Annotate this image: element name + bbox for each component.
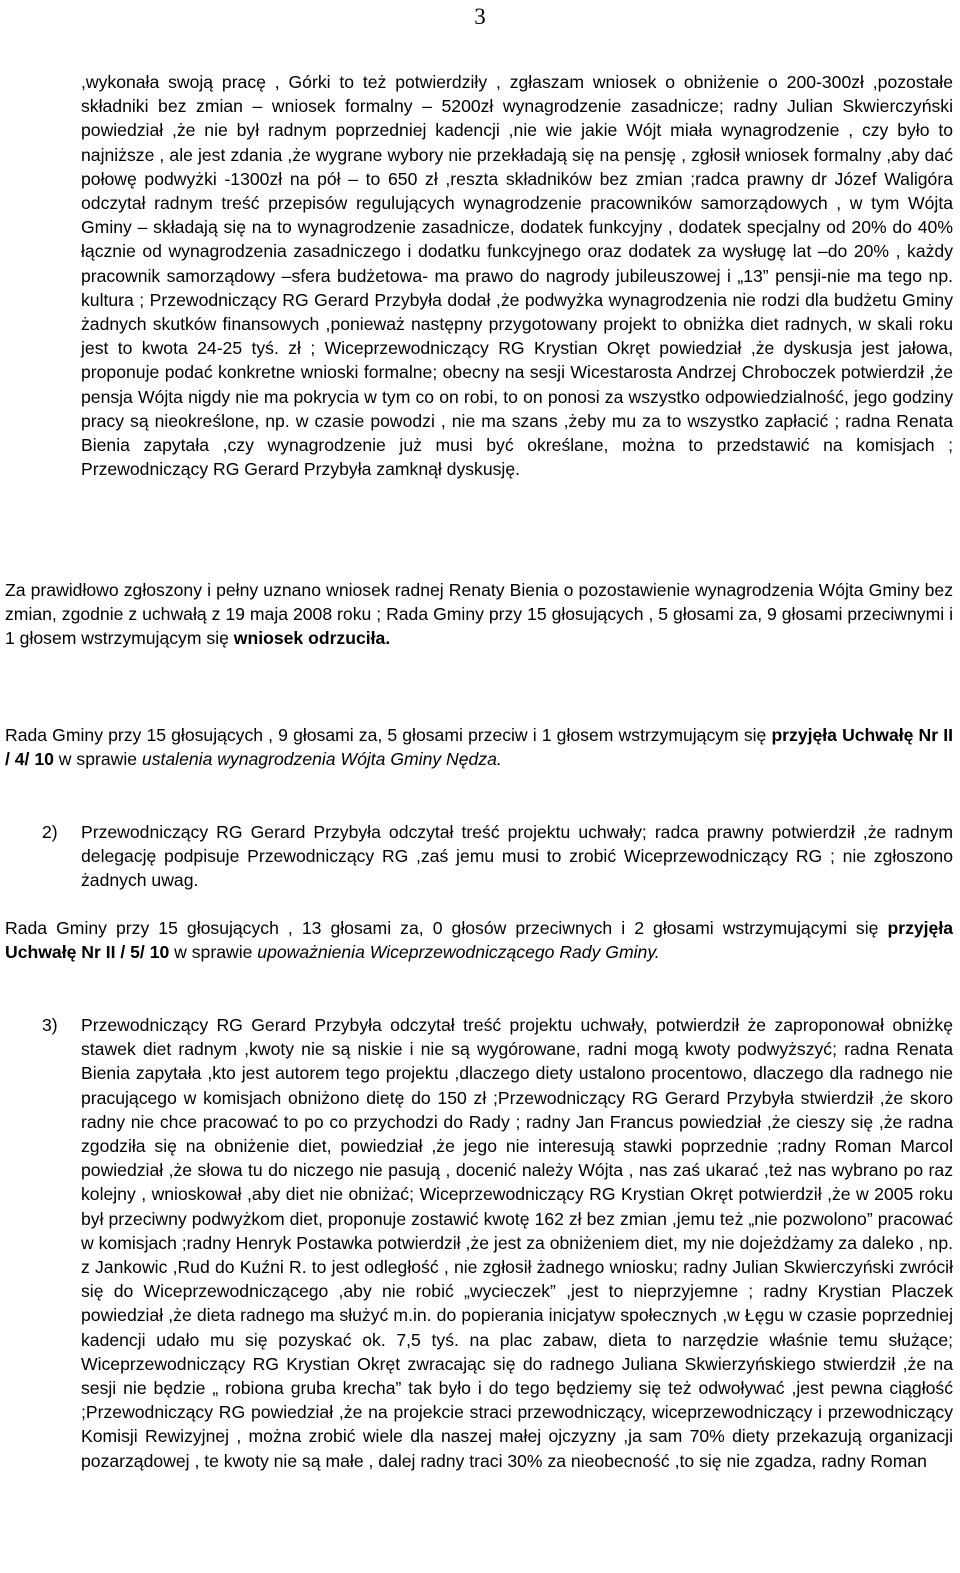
item-2-number: 2) bbox=[42, 822, 58, 842]
vote-paragraph-1 bbox=[5, 578, 953, 651]
resolution-pre: Rada Gminy przy 15 głosujących , 9 głosami za, 5 głosami przeciw i 1 głosem wstrzymującym się bbox=[5, 725, 772, 745]
vote-result: wniosek odrzuciła. bbox=[233, 628, 391, 649]
intro-paragraph: ,wykonała swoją pracę , Górki to też potwierdziły , zgłaszam wniosek o obniżenie o 200-300zł ,pozostałe składniki bez zmian – wniosek formalny – 5200zł wynagrodzenie zasadnicze; radny Julian Skwierczyński powiedział ,że nie był radnym poprzedniej kadencji ,nie wie jakie Wójt miała wynagrodzenie , czy było to najniższe , ale jest zdania ,że wygrane wybory nie przekładają się na pensję , zgłosił wniosek formalny ,aby dać połowę podwyżki -1300zł na pół – to 650 zł ,reszta składników bez zmian ;radca prawny dr Józef Waligóra odczytał radnym treść przepisów regulujących wynagrodzenie pracowników samorządowych , w tym Wójta Gminy – składają się na to wynagrodzenie zasadnicze, dodatek funkcyjny , dodatek specjalny od 20% do 40% łącznie od wynagrodzenia zasadniczego i dodatku funkcyjnego oraz dodatek za wysługę lat –do 20% , każdy pracownik samorządowy –sfera budżetowa- ma prawo do nagrody jubileuszowej i „13” pensji-nie ma tego np. kultura ; Przewodniczący RG Gerard Przybyła dodał ,że podwyżka wynagrodzenia nie rodzi dla budżetu Gminy żadnych skutków finansowych ,ponieważ następny przygotowany projekt to obniżka diet radnych, w skali roku jest to kwota 24-25 tyś. zł ; Wiceprzewodniczący RG Krystian Okręt powiedział ,że dyskusja jest jałowa, proponuje podać konkretne wnioski formalne; obecny na sesji Wicestarosta Andrzej Chroboczek potwierdził ,że pensja Wójta nigdy nie ma pokrycia w tym co on robi, to on ponosi za wszystko odpowiedzialność, jego godziny pracy są nieokreślone, np. w czasie powodzi , nie ma szans ,żeby mu za to wszystko zapłacić ; radna Renata Bienia zapytała ,czy wynagrodzenie już musi być określane, można to przedstawić na komisjach ; Przewodniczący RG Gerard Przybyła zamknął dyskusję. bbox=[81, 72, 953, 480]
resolution-pre: Rada Gminy przy 15 głosujących , 13 głosami za, 0 głosów przeciwnych i 2 głosami wstrzymującymi się bbox=[5, 918, 888, 938]
page-number: 3 bbox=[474, 4, 486, 29]
item-2-paragraph: Przewodniczący RG Gerard Przybyła odczytał treść projektu uchwały; radca prawny potwierdził ,że radnym delegację podpisuje Przewodniczący RG ,zaś jemu musi to zrobić Wiceprzewodniczący RG ; nie zgłoszono żadnych uwag. bbox=[81, 822, 953, 891]
item-3-paragraph: Przewodniczący RG Gerard Przybyła odczytał treść projektu uchwały, potwierdził że zaproponował obniżkę stawek diet radnym ,kwoty nie są niskie i nie są wygórowane, radni mogą kwoty podwyższyć; radna Renata Bienia zapytała ,kto jest autorem tego projektu ,dlaczego diety ustalono procentowo, dlaczego dla radnego nie pracującego w komisjach obniżono dietę do 150 zł ;Przewodniczący RG Gerard Przybyła stwierdził ,że skoro radny nie chce pracować to po co przychodzi do Rady ; radny Jan Francus powiedział ,że cieszy się ,że radna zgodziła się na obniżenie diet, powiedział ,że jego nie interesują stawki poprzednie ;radny Roman Marcol powiedział ,że słowa tu do niczego nie pasują , docenić należy Wójta , nas zaś ukarać ,też nas wybrano po raz kolejny , wnioskował ,aby diet nie obniżać; Wiceprzewodniczący RG Krystian Okręt potwierdził ,że w 2005 roku był przeciwny podwyżkom diet, proponuje zostawić kwotę 162 zł bez zmian ,jemu też „nie pozwolono” pracować w komisjach ;radny Henryk Postawka potwierdził ,że jest za obniżeniem diet, my nie dojeżdżamy za daleko , np. z Jankowic ,Rud do Kuźni R. to jest odległość , nie zgłosił żadnego wniosku; radny Julian Skwierczyński zwrócił się do Wiceprzewodniczącego ,aby nie robić „wycieczek” ,jest to nieprzyjemne ; radny Krystian Placzek powiedział ,że dieta radnego ma służyć m.in. do popierania inicjatyw społecznych ,w Łęgu w czasie poprzedniej kadencji udało mu się pozyskać ok. 7,5 tyś. na plac zabaw, dieta to narzędzie właśnie temu służące; Wiceprzewodniczący RG Krystian Okręt zwracając się do radnego Juliana Skwierzyńskiego stwierdził ,że na sesji nie będzie „ robiona gruba krecha” tak było i do tego będziemy się też odwoływać ,jest pewna ciągłość ;Przewodniczący RG powiedział ,że na projekcie straci przewodniczący, wiceprzewodniczący i przewodniczący Komisji Rewizyjnej , można zrobić wiele dla naszej małej ojczyzny ,ja sam 70% diety przekazują organizacji pozarządowej , te kwoty nie są małe , dalej radny traci 30% za nieobecność ,to się nie zgadza, radny Roman bbox=[81, 1015, 953, 1471]
item-3-number: 3) bbox=[42, 1015, 58, 1035]
resolution-mid: w sprawie bbox=[169, 942, 258, 963]
resolution-paragraph-2 bbox=[5, 916, 953, 964]
resolution-mid: w sprawie bbox=[53, 749, 142, 770]
resolution-subject: ustalenia wynagrodzenia Wójta Gminy Nędza. bbox=[141, 749, 502, 770]
resolution-paragraph-1 bbox=[5, 723, 953, 771]
vote-text: Za prawidłowo zgłoszony i pełny uznano wniosek radnej Renaty Bienia o pozostawienie wynagrodzenia Wójta Gminy bez zmian, zgodnie z uchwałą z 19 maja 2008 roku ; Rada Gminy przy 15 głosujących , 5 głosami za, 9 głosami przeciwnymi i 1 głosem wstrzymującym się bbox=[5, 580, 953, 649]
resolution-number: przyjęła Uchwałę Nr II / 5/ 10 bbox=[5, 918, 953, 963]
resolution-subject: upoważnienia Wiceprzewodniczącego Rady Gminy. bbox=[257, 942, 660, 963]
resolution-number: przyjęła Uchwałę Nr II / 4/ 10 bbox=[5, 725, 953, 770]
